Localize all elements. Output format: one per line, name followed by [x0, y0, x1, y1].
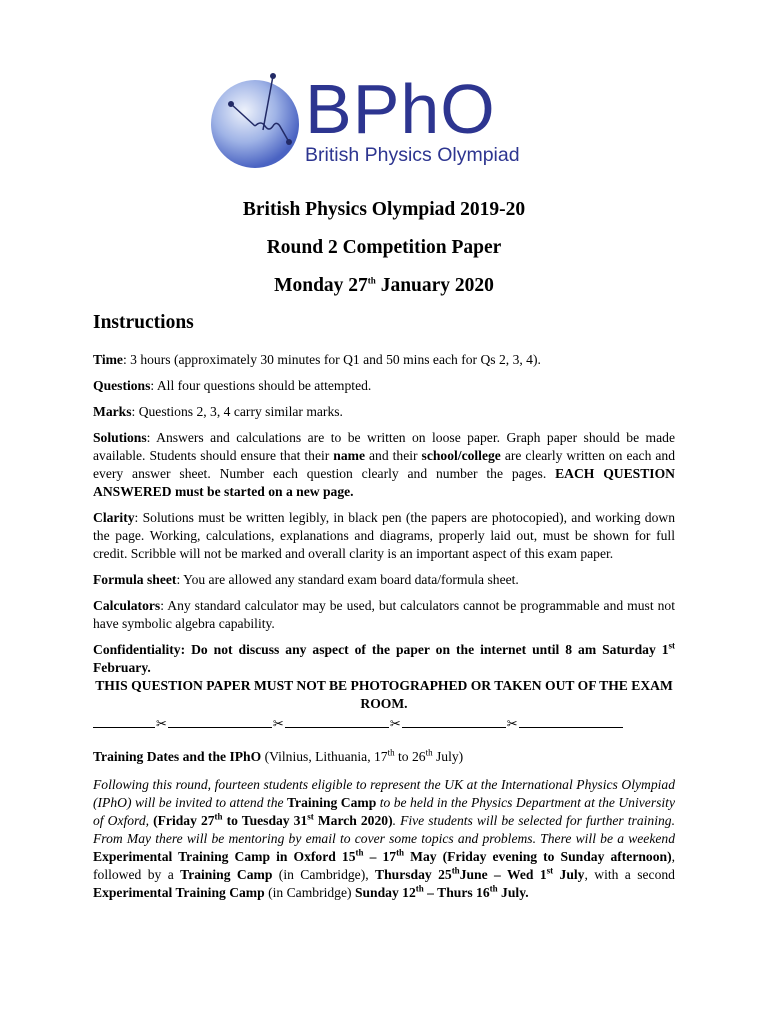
- paper-date-post: January 2020: [375, 275, 494, 296]
- training-dates1-sup1: th: [214, 811, 223, 822]
- warning-text: THIS QUESTION PAPER MUST NOT BE PHOTOGRAPHED OR TAKEN OUT OF THE EXAM ROOM.: [95, 678, 673, 711]
- formula-label: Formula sheet: [93, 572, 177, 587]
- training-p6: , with a second: [584, 867, 675, 882]
- training-camp2: Training Camp: [180, 867, 273, 882]
- scissors-icon: ✂: [156, 716, 167, 731]
- training-location-post: July): [432, 749, 464, 764]
- training-exp-sup1: th: [355, 847, 364, 858]
- training-dates1-post: March 2020): [313, 813, 393, 828]
- training-exp-mid: – 17: [363, 849, 397, 864]
- formula-instruction: [93, 571, 675, 589]
- training-p5: (in Cambridge),: [272, 867, 376, 882]
- training-p3: . Five students will be selected for further training. From May there will be mentoring by email to cover some topics and problems. There will be a weekend: [93, 813, 675, 846]
- training-p2: to be held in the Physics Department at the University of Oxford,: [93, 795, 675, 828]
- bpho-logo: [205, 68, 565, 170]
- logo-wordmark: BPhO: [305, 70, 496, 148]
- clarity-label: Clarity: [93, 510, 135, 525]
- marks-instruction: [93, 403, 675, 421]
- training-heading: [93, 748, 675, 766]
- calculators-label: Calculators: [93, 598, 161, 613]
- training-location-pre: (Vilnius, Lithuania, 17: [261, 749, 388, 764]
- paper-round: Round 2 Competition Paper: [266, 237, 502, 258]
- confidentiality-sup: st: [668, 640, 675, 651]
- training-dates1-mid: to Tuesday 31: [222, 813, 308, 828]
- questions-label: Questions: [93, 378, 151, 393]
- training-exp-post: May (Friday evening to Sunday afternoon): [404, 849, 672, 864]
- solutions-school: school/college: [421, 448, 501, 463]
- time-label: Time: [93, 352, 123, 367]
- training-location-mid: to 26: [394, 749, 426, 764]
- questions-instruction: [93, 377, 675, 395]
- paper-title: British Physics Olympiad 2019-20: [242, 199, 526, 220]
- confidentiality-pre: Confidentiality: Do not discuss any aspect of the paper on the internet until 8 am Saturday 1: [93, 642, 669, 657]
- paper-date-sup: th: [367, 275, 376, 286]
- scissors-icon: ✂: [272, 716, 284, 731]
- cut-line: [93, 717, 675, 731]
- confidentiality-post: February.: [93, 660, 151, 675]
- solutions-text2: are clearly written on each and every answer sheet. Number each question clearly and number the pages.: [93, 448, 676, 481]
- logo-subtitle: British Physics Olympiad: [305, 144, 520, 166]
- instructions-heading: Instructions: [93, 312, 194, 333]
- confidentiality-instruction: [93, 641, 675, 677]
- training-sun-mid: – Thurs 16: [423, 885, 490, 900]
- training-paragraph: [93, 776, 675, 902]
- training-thu-sup2: st: [546, 865, 554, 876]
- time-instruction: [93, 351, 675, 369]
- clarity-instruction: [93, 509, 675, 563]
- training-exp: Experimental Training Camp in Oxford 15: [93, 849, 356, 864]
- physics-sphere-icon: [205, 70, 305, 170]
- training-camp: Training Camp: [286, 795, 377, 810]
- marks-label: Marks: [93, 404, 132, 419]
- scissors-icon: ✂: [506, 716, 518, 731]
- training-thu-pre: Thursday 25: [375, 867, 452, 882]
- calculators-instruction: [93, 597, 675, 633]
- training-exp-sup2: th: [396, 847, 405, 858]
- paper-date: [0, 274, 768, 298]
- training-heading-text: Training Dates and the IPhO: [93, 749, 262, 764]
- solutions-label: Solutions: [93, 430, 147, 445]
- training-sun-sup: th: [415, 883, 424, 894]
- training-dates1-pre: (Friday 27: [153, 813, 215, 828]
- solutions-instruction: [93, 429, 675, 501]
- solutions-bold-end: EACH QUESTION ANSWERED must be started on a new page.: [93, 466, 675, 499]
- training-exp2: Experimental Training Camp: [93, 885, 265, 900]
- training-sun-sup2: th: [489, 883, 498, 894]
- training-p1: Following this round, fourteen students eligible to represent the UK at the International Physics Olympiad (IPhO) will be invited to attend the: [93, 777, 675, 810]
- training-location-sup1: th: [387, 747, 395, 758]
- training-sun-pre: Sunday 12: [354, 885, 416, 900]
- training-thu-sup: th: [451, 865, 460, 876]
- training-thu-post: July: [553, 867, 585, 882]
- marks-text: : Questions 2, 3, 4 carry similar marks.: [131, 404, 343, 419]
- solutions-and: and their: [365, 448, 422, 463]
- time-text: : 3 hours (approximately 30 minutes for Q1 and 50 mins each for Qs 2, 3, 4).: [122, 352, 541, 367]
- clarity-text: : Solutions must be written legibly, in black pen (the papers are photocopied), and working down the page. Working, calculations, explanations and diagrams, properly laid out, must be shown for full credit. Scribble will not be marked and overall clarity is an important aspect of this exam paper.: [93, 510, 675, 561]
- formula-text: : You are allowed any standard exam board data/formula sheet.: [176, 572, 519, 587]
- solutions-text1: : Answers and calculations are to be written on loose paper. Graph paper should be made available. Students should ensure that their: [93, 430, 675, 463]
- scissors-icon: ✂: [389, 716, 401, 731]
- questions-text: : All four questions should be attempted.: [150, 378, 372, 393]
- training-p4: , followed by a: [93, 849, 676, 882]
- solutions-name: name: [333, 448, 366, 463]
- training-dates1-sup2: st: [307, 811, 314, 822]
- calculators-text: : Any standard calculator may be used, but calculators cannot be programmable and must not have symbolic algebra capability.: [93, 598, 675, 631]
- training-thu-mid: June – Wed 1: [459, 867, 547, 882]
- training-sun-post: July.: [497, 885, 529, 900]
- photograph-warning: [93, 677, 675, 713]
- training-p7: (in Cambridge): [264, 885, 355, 900]
- instructions-body: [93, 351, 675, 910]
- paper-date-pre: Monday 27: [274, 275, 368, 296]
- training-location-sup2: th: [425, 747, 433, 758]
